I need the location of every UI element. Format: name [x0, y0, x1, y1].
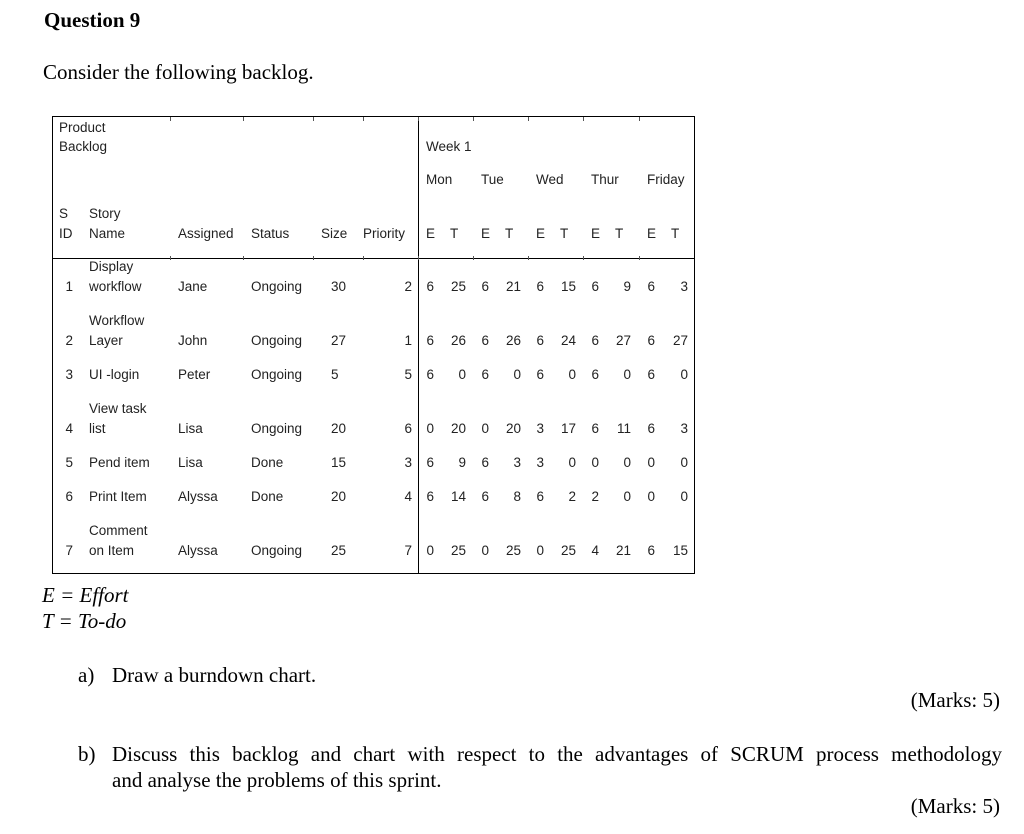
row-2-effort-day0: 6 [426, 333, 434, 348]
header-status: Status [251, 226, 290, 241]
row-5-todo-day0: 9 [458, 455, 466, 470]
row-1-todo-day3: 9 [623, 279, 631, 294]
part-a-marks: (Marks: 5) [910, 688, 1000, 712]
row-4-story-name-line1: View task [89, 401, 147, 416]
row-7-effort-day3: 4 [591, 543, 599, 558]
row-5-effort-day2: 3 [536, 455, 544, 470]
row-6-effort-day1: 6 [481, 489, 489, 504]
header-name: Name [89, 226, 126, 241]
row-5-todo-day3: 0 [623, 455, 631, 470]
part-b-text-line1: Discuss this backlog and chart with respect to the advantages of SCRUM process methodology [112, 742, 1002, 766]
row-7-story-name: on Item [89, 543, 135, 558]
legend [42, 582, 129, 634]
table-tick-mark [243, 256, 244, 260]
header-size: Size [321, 226, 348, 241]
row-6-effort-day4: 0 [647, 489, 655, 504]
row-6-story-name: Print Item [89, 489, 147, 504]
header-effort-4: E [647, 226, 657, 241]
row-2-story-name: Layer [89, 333, 123, 348]
row-1-todo-day4: 3 [680, 279, 688, 294]
row-2-assigned: John [178, 333, 208, 348]
row-3-effort-day4: 6 [647, 367, 655, 382]
header-week: Week 1 [426, 139, 472, 154]
row-3-todo-day0: 0 [458, 367, 466, 382]
header-todo-0: T [450, 226, 459, 241]
row-4-assigned: Lisa [178, 421, 203, 436]
row-3-effort-day2: 6 [536, 367, 544, 382]
row-3-size: 5 [331, 367, 339, 382]
row-6-todo-day3: 0 [623, 489, 631, 504]
header-day-tue: Tue [481, 172, 504, 187]
header-s: S [59, 206, 69, 221]
row-5-effort-day3: 0 [591, 455, 599, 470]
row-7-todo-day3: 21 [615, 543, 631, 558]
table-tick-mark [583, 117, 584, 121]
row-1-priority: 2 [404, 279, 412, 294]
row-4-status: Ongoing [251, 421, 303, 436]
table-tick-mark [528, 117, 529, 121]
row-2-id: 2 [65, 333, 73, 348]
header-day-friday: Friday [647, 172, 685, 187]
question-title: Question 9 [44, 8, 141, 32]
header-todo-4: T [671, 226, 680, 241]
row-5-size: 15 [331, 455, 347, 470]
table-tick-mark [583, 256, 584, 260]
header-product: Product [59, 120, 106, 135]
row-6-priority: 4 [404, 489, 412, 504]
table-tick-mark [473, 256, 474, 260]
table-tick-mark [170, 117, 171, 121]
row-2-priority: 1 [404, 333, 412, 348]
row-1-effort-day2: 6 [536, 279, 544, 294]
part-a-text: Draw a burndown chart. [112, 663, 317, 687]
question-intro: Consider the following backlog. [43, 60, 314, 84]
row-4-effort-day0: 0 [426, 421, 434, 436]
row-4-priority: 6 [404, 421, 412, 436]
row-7-effort-day0: 0 [426, 543, 434, 558]
header-id: ID [59, 226, 73, 241]
header-effort-3: E [591, 226, 601, 241]
row-3-todo-day2: 0 [568, 367, 576, 382]
row-7-todo-day1: 25 [505, 543, 521, 558]
row-7-effort-day1: 0 [481, 543, 489, 558]
row-4-effort-day3: 6 [591, 421, 599, 436]
header-day-wed: Wed [536, 172, 564, 187]
row-4-todo-day2: 17 [560, 421, 576, 436]
row-6-effort-day3: 2 [591, 489, 599, 504]
row-2-status: Ongoing [251, 333, 303, 348]
row-5-story-name: Pend item [89, 455, 150, 470]
row-4-size: 20 [331, 421, 347, 436]
part-a-label: a) [78, 663, 95, 687]
row-2-effort-day3: 6 [591, 333, 599, 348]
legend-todo: T = To-do [42, 609, 127, 633]
row-5-todo-day2: 0 [568, 455, 576, 470]
row-1-effort-day4: 6 [647, 279, 655, 294]
row-3-assigned: Peter [178, 367, 211, 382]
table-tick-mark [363, 117, 364, 121]
row-1-story-name: workflow [89, 279, 142, 294]
row-2-todo-day2: 24 [560, 333, 576, 348]
row-5-priority: 3 [404, 455, 412, 470]
row-2-effort-day4: 6 [647, 333, 655, 348]
table-tick-mark [418, 256, 419, 260]
row-1-id: 1 [65, 279, 73, 294]
row-1-status: Ongoing [251, 279, 303, 294]
row-7-id: 7 [65, 543, 73, 558]
row-3-effort-day1: 6 [481, 367, 489, 382]
row-3-status: Ongoing [251, 367, 303, 382]
product-backlog-table [52, 116, 695, 574]
row-7-effort-day4: 6 [647, 543, 655, 558]
row-4-todo-day4: 3 [680, 421, 688, 436]
row-7-effort-day2: 0 [536, 543, 544, 558]
header-story: Story [89, 206, 121, 221]
row-4-story-name: list [89, 421, 106, 436]
header-effort-2: E [536, 226, 546, 241]
header-assigned: Assigned [178, 226, 234, 241]
header-todo-3: T [615, 226, 624, 241]
part-b-marks: (Marks: 5) [910, 794, 1000, 818]
row-3-todo-day3: 0 [623, 367, 631, 382]
row-6-id: 6 [65, 489, 73, 504]
row-3-effort-day0: 6 [426, 367, 434, 382]
row-1-story-name-line1: Display [89, 259, 134, 274]
header-day-thur: Thur [591, 172, 619, 187]
row-1-assigned: Jane [178, 279, 208, 294]
row-6-assigned: Alyssa [178, 489, 218, 504]
row-4-effort-day1: 0 [481, 421, 489, 436]
row-1-effort-day1: 6 [481, 279, 489, 294]
row-5-effort-day4: 0 [647, 455, 655, 470]
row-5-todo-day4: 0 [680, 455, 688, 470]
row-3-priority: 5 [404, 367, 412, 382]
row-6-todo-day0: 14 [450, 489, 466, 504]
row-6-todo-day1: 8 [513, 489, 521, 504]
header-todo-2: T [560, 226, 569, 241]
row-3-todo-day4: 0 [680, 367, 688, 382]
row-1-todo-day2: 15 [560, 279, 576, 294]
row-4-todo-day1: 20 [505, 421, 521, 436]
header-effort-1: E [481, 226, 491, 241]
row-4-effort-day4: 6 [647, 421, 655, 436]
table-tick-mark [528, 256, 529, 260]
row-3-story-name: UI -login [89, 367, 140, 382]
row-7-size: 25 [331, 543, 347, 558]
header-effort-0: E [426, 226, 436, 241]
row-2-todo-day0: 26 [450, 333, 466, 348]
table-tick-mark [363, 256, 364, 260]
row-6-todo-day4: 0 [680, 489, 688, 504]
row-6-todo-day2: 2 [568, 489, 576, 504]
row-7-status: Ongoing [251, 543, 303, 558]
table-tick-mark [313, 117, 314, 121]
row-2-story-name-line1: Workflow [89, 313, 145, 328]
table-tick-mark [418, 117, 419, 121]
row-1-effort-day0: 6 [426, 279, 434, 294]
header-todo-1: T [505, 226, 514, 241]
row-5-effort-day0: 6 [426, 455, 434, 470]
row-7-priority: 7 [404, 543, 412, 558]
table-tick-mark [313, 256, 314, 260]
legend-effort: E = Effort [42, 583, 129, 607]
row-7-story-name-line1: Comment [89, 523, 148, 538]
row-4-id: 4 [65, 421, 73, 436]
row-5-status: Done [251, 455, 284, 470]
row-6-size: 20 [331, 489, 347, 504]
row-5-assigned: Lisa [178, 455, 203, 470]
row-2-effort-day2: 6 [536, 333, 544, 348]
table-tick-mark [639, 117, 640, 121]
table-tick-mark [243, 117, 244, 121]
row-5-effort-day1: 6 [481, 455, 489, 470]
row-7-assigned: Alyssa [178, 543, 218, 558]
row-3-todo-day1: 0 [513, 367, 521, 382]
row-3-effort-day3: 6 [591, 367, 599, 382]
row-7-todo-day0: 25 [450, 543, 466, 558]
row-7-todo-day4: 15 [672, 543, 688, 558]
table-tick-mark [473, 117, 474, 121]
row-1-todo-day0: 25 [450, 279, 466, 294]
row-7-todo-day2: 25 [560, 543, 576, 558]
part-b-label: b) [78, 742, 96, 766]
row-2-todo-day3: 27 [615, 333, 631, 348]
row-1-size: 30 [331, 279, 347, 294]
table-divider-horizontal [53, 258, 694, 259]
row-1-todo-day1: 21 [505, 279, 521, 294]
row-2-todo-day4: 27 [672, 333, 688, 348]
header-backlog: Backlog [59, 139, 108, 154]
row-6-status: Done [251, 489, 284, 504]
row-2-effort-day1: 6 [481, 333, 489, 348]
part-b-text-line2: and analyse the problems of this sprint. [112, 768, 442, 792]
row-3-id: 3 [65, 367, 73, 382]
row-6-effort-day2: 6 [536, 489, 544, 504]
row-1-effort-day3: 6 [591, 279, 599, 294]
row-2-todo-day1: 26 [505, 333, 521, 348]
row-5-todo-day1: 3 [513, 455, 521, 470]
row-4-todo-day3: 11 [616, 421, 631, 436]
header-priority: Priority [363, 226, 406, 241]
row-2-size: 27 [331, 333, 347, 348]
row-4-effort-day2: 3 [536, 421, 544, 436]
row-4-todo-day0: 20 [450, 421, 466, 436]
row-5-id: 5 [65, 455, 73, 470]
header-day-mon: Mon [426, 172, 453, 187]
table-tick-mark [639, 256, 640, 260]
row-6-effort-day0: 6 [426, 489, 434, 504]
table-tick-mark [170, 256, 171, 260]
